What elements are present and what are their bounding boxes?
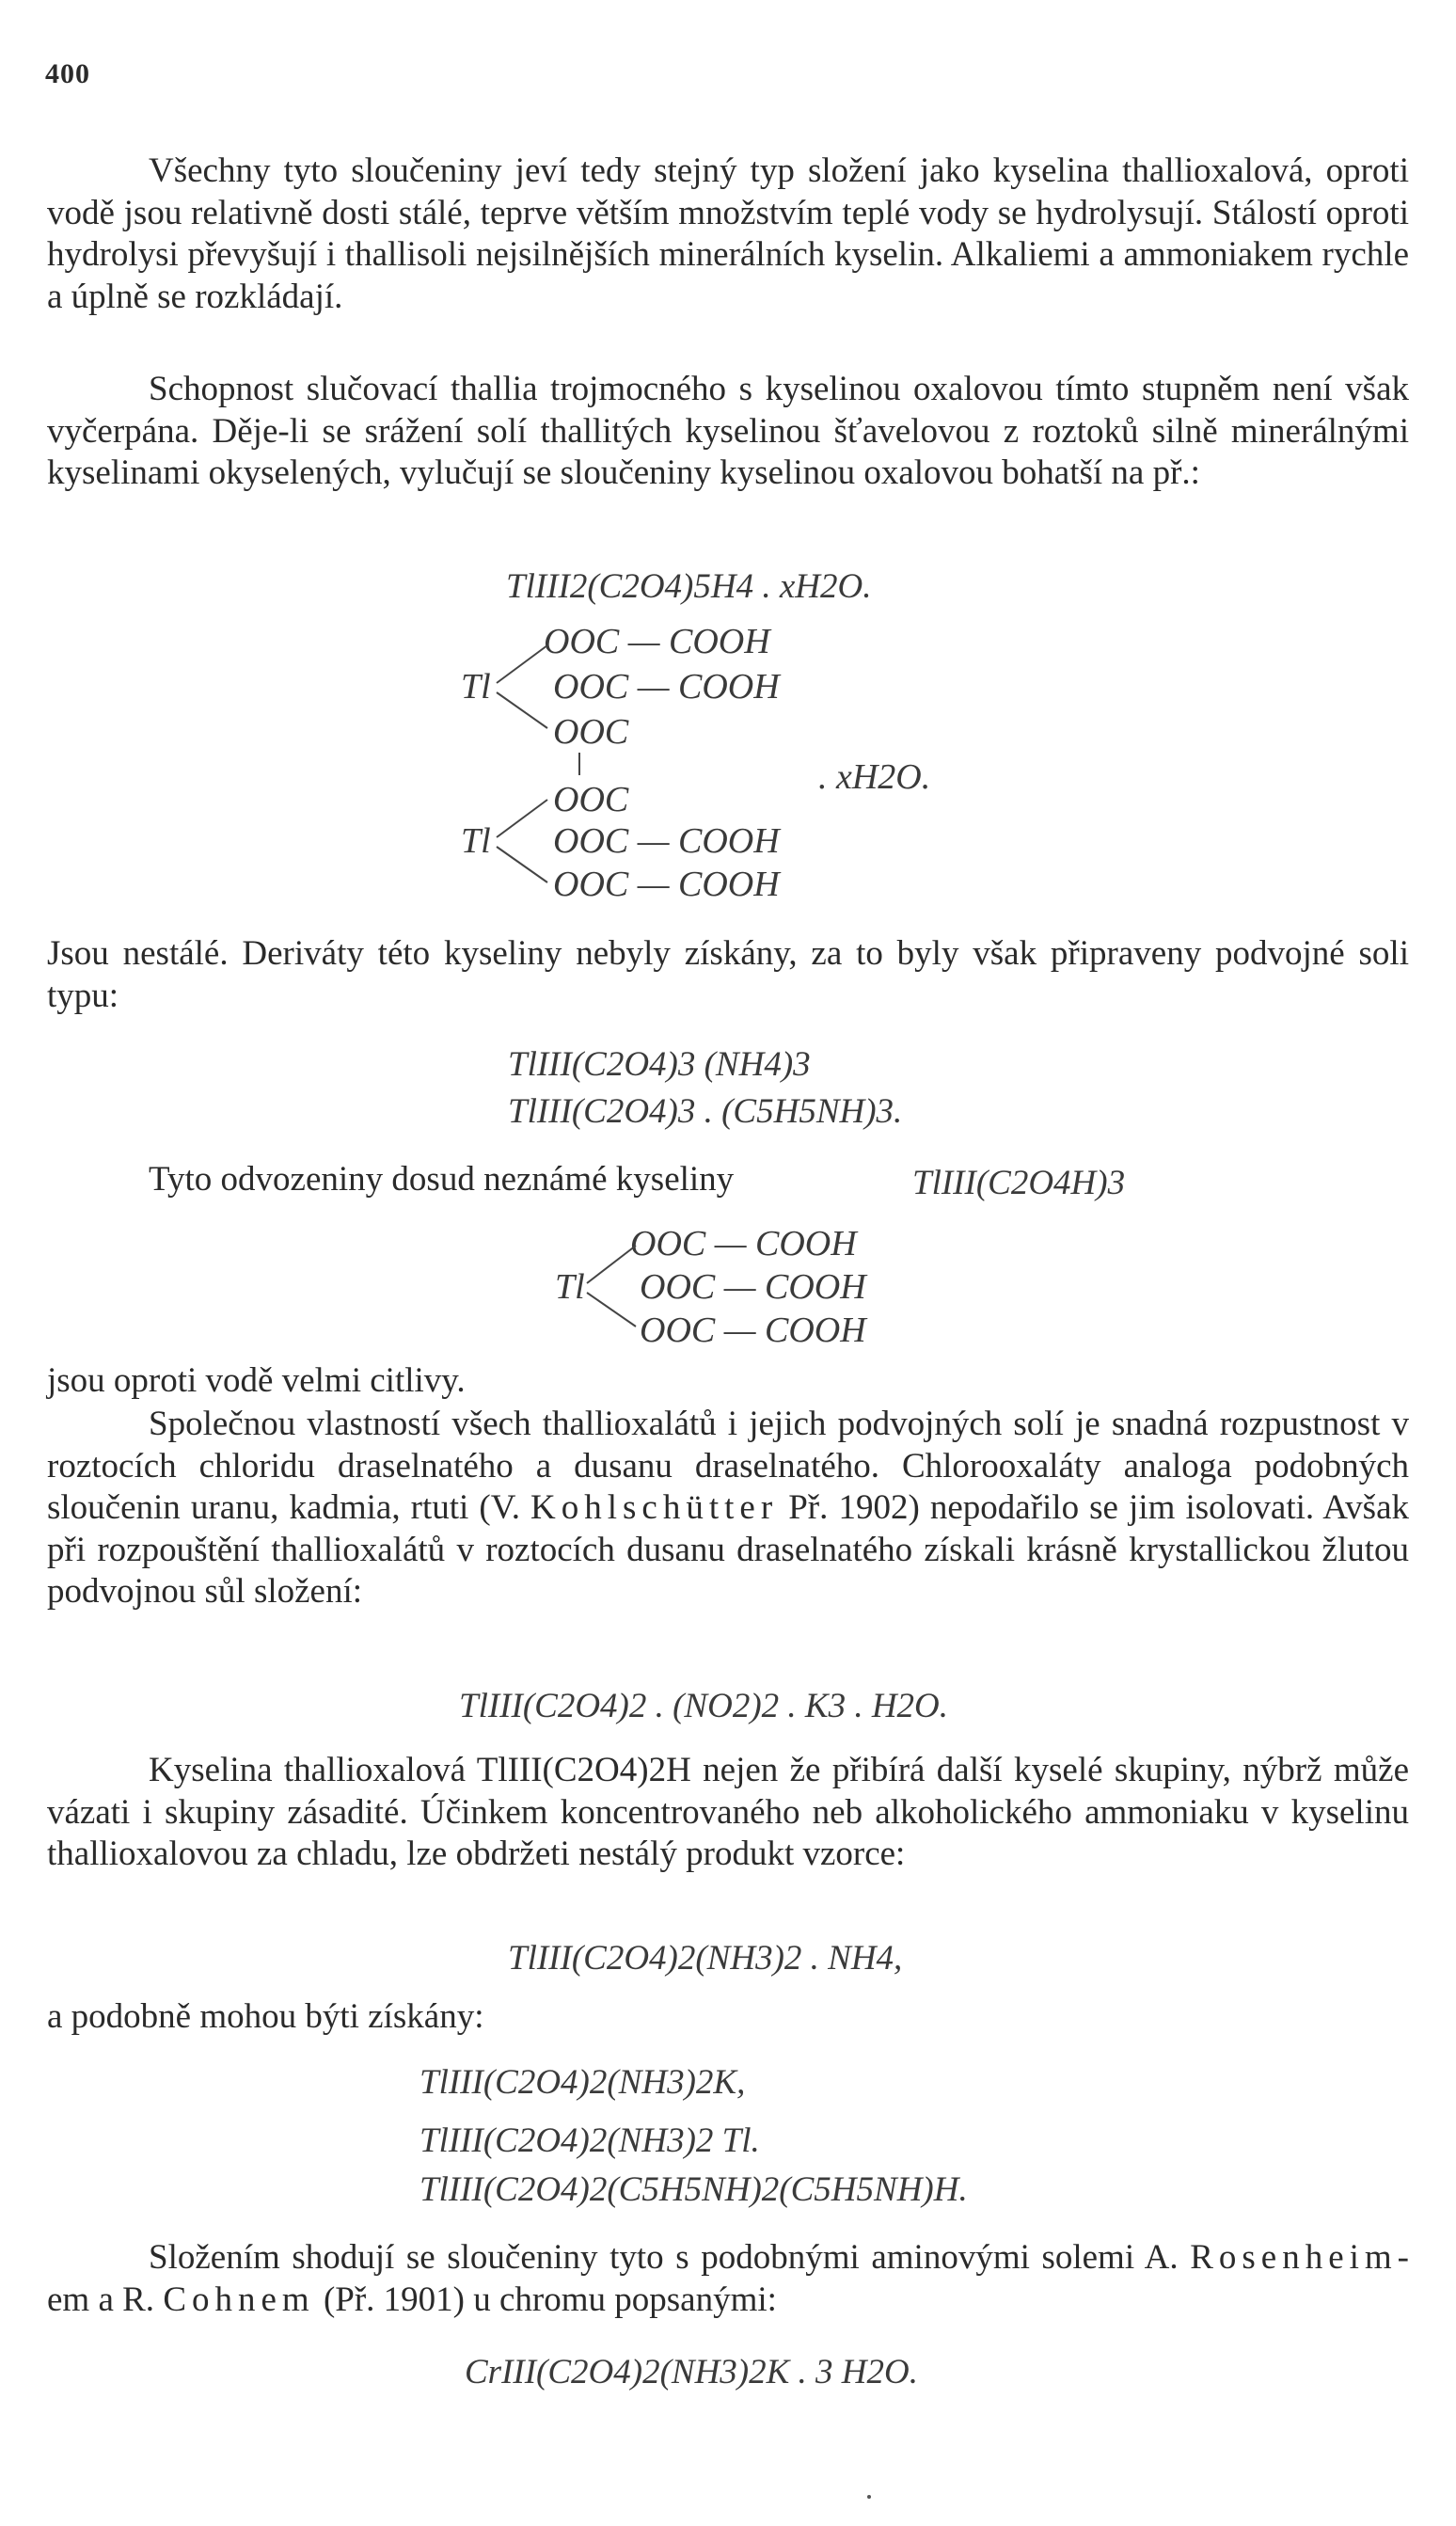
struct2-tl: Tl — [555, 1267, 585, 1307]
formula-pyridinium-salt: TlIII(C2O4)3 . (C5H5NH)3. — [508, 1092, 903, 1131]
struct2-bond-lines — [555, 1223, 1025, 1364]
struct1-bond-lines — [461, 621, 1025, 913]
struct1-row5: OOC — COOH — [553, 821, 780, 861]
formula-ammonium-salt: TlIII(C2O4)3 (NH4)3 — [508, 1045, 811, 1084]
paragraph-2: Schopnost slučovací thallia trojmocného s kyselinou oxalovou tímto stupněm není však vyčerpána. Děje-li se srážení solí thallitých kyselinou šťavelovou z roztoků silně minerálnými kyselinami okyselených, vylučují se sloučeniny kyselinou oxalovou bohatší na př.: — [47, 370, 1409, 493]
paragraph-6-text-b: Př. 1902) nepodařilo se jim isolovati. Avšak při rozpouštění thallioxalátů v roztocích dusanu draselnatého získali krásně krystallickou žlutou podvojnou sůl složení: — [47, 1488, 1409, 1612]
print-speck — [867, 2495, 871, 2499]
struct1-row3: OOC — [553, 712, 629, 752]
paragraph-9 — [47, 2237, 1409, 2321]
struct1-tl-bottom: Tl — [461, 821, 491, 861]
formula-thallium-oxalic-acid: TlIII2(C2O4)5H4 . xH2O. — [506, 567, 872, 606]
author-rosenheim: Rosenheim — [1190, 2238, 1398, 2277]
struct1-row6: OOC — COOH — [553, 865, 780, 904]
struct2-row1: OOC — COOH — [630, 1224, 857, 1263]
paragraph-9-text-b: (Př. 1901) u chromu popsanými: — [314, 2280, 777, 2319]
struct2-row3: OOC — COOH — [640, 1311, 866, 1350]
formula-ammine-potassium: TlIII(C2O4)2(NH3)2K, — [419, 2063, 746, 2102]
paragraph-3: Jsou nestálé. Deriváty této kyseliny nebyly získány, za to byly však připraveny podvojné soli typu: — [47, 934, 1409, 1015]
struct1-row1: OOC — COOH — [544, 622, 770, 661]
formula-ammine-pyridine: TlIII(C2O4)2(C5H5NH)2(C5H5NH)H. — [419, 2170, 968, 2209]
page-number: 400 — [45, 58, 90, 89]
struct2-row2: OOC — COOH — [640, 1267, 866, 1307]
structure-dithallium-pentaoxalate — [461, 621, 1025, 913]
formula-chromium-analog: CrIII(C2O4)2(NH3)2K . 3 H2O. — [465, 2353, 918, 2391]
paragraph-5: jsou oproti vodě velmi citlivy. — [47, 1361, 466, 1400]
paragraph-9-text-a: Složením shodují se sloučeniny tyto s podobnými aminovými solemi A. — [149, 2238, 1191, 2277]
paragraph-1: Všechny tyto sloučeniny jeví tedy stejný typ složení jako kyselina thallioxalová, oproti vodě jsou relativně dosti stálé, teprve větším množstvím teplé vody se hydrolysují. Stálostí oproti hydrolysi převyšují i thallisoli nejsilnějších minerálních kyselin. Alkaliemi a ammoniakem rychle a úplně se rozkládají. — [47, 151, 1409, 316]
paragraph-6-text-a: Společnou vlastností všech thallioxalátů i jejich podvojných solí je snadná rozpustnost v roztocích chloridu draselnatého a dusanu draselnatého. Chlorooxaláty analoga podobných sloučenin uranu, kadmia, rtuti (V. — [47, 1405, 1409, 1528]
paragraph-8: a podobně mohou býti získány: — [47, 1997, 484, 2036]
struct1-water: . xH2O. — [818, 757, 931, 797]
formula-unknown-acid: TlIII(C2O4H)3 — [912, 1164, 1126, 1202]
paragraph-7: Kyselina thallioxalová TlIII(C2O4)2H nejen že přibírá další kyselé skupiny, nýbrž může vázati i skupiny zásadité. Účinkem koncentrovaného neb alkoholického ammoniaku v kyselinu thallioxalovou za chladu, lze obdržeti nestálý produkt vzorce: — [47, 1751, 1409, 1874]
structure-thallium-trioxalate — [555, 1223, 1025, 1364]
formula-potassium-nitrite-double-salt: TlIII(C2O4)2 . (NO2)2 . K3 . H2O. — [459, 1687, 949, 1725]
struct1-row4: OOC — [553, 780, 629, 819]
author-cohn: Cohnem — [163, 2280, 315, 2319]
struct1-row2: OOC — COOH — [553, 667, 780, 707]
paragraph-4: Tyto odvozeniny dosud neznámé kyseliny — [149, 1160, 735, 1199]
paragraph-6 — [47, 1404, 1409, 1613]
formula-ammine-product: TlIII(C2O4)2(NH3)2 . NH4, — [508, 1939, 903, 1978]
formula-ammine-thallium: TlIII(C2O4)2(NH3)2 Tl. — [419, 2121, 760, 2160]
paragraph-9-text-mid: -em a R. — [47, 2238, 1409, 2319]
struct1-tl-top: Tl — [461, 667, 491, 707]
author-kohlschutter: Kohlschütter — [530, 1488, 779, 1528]
